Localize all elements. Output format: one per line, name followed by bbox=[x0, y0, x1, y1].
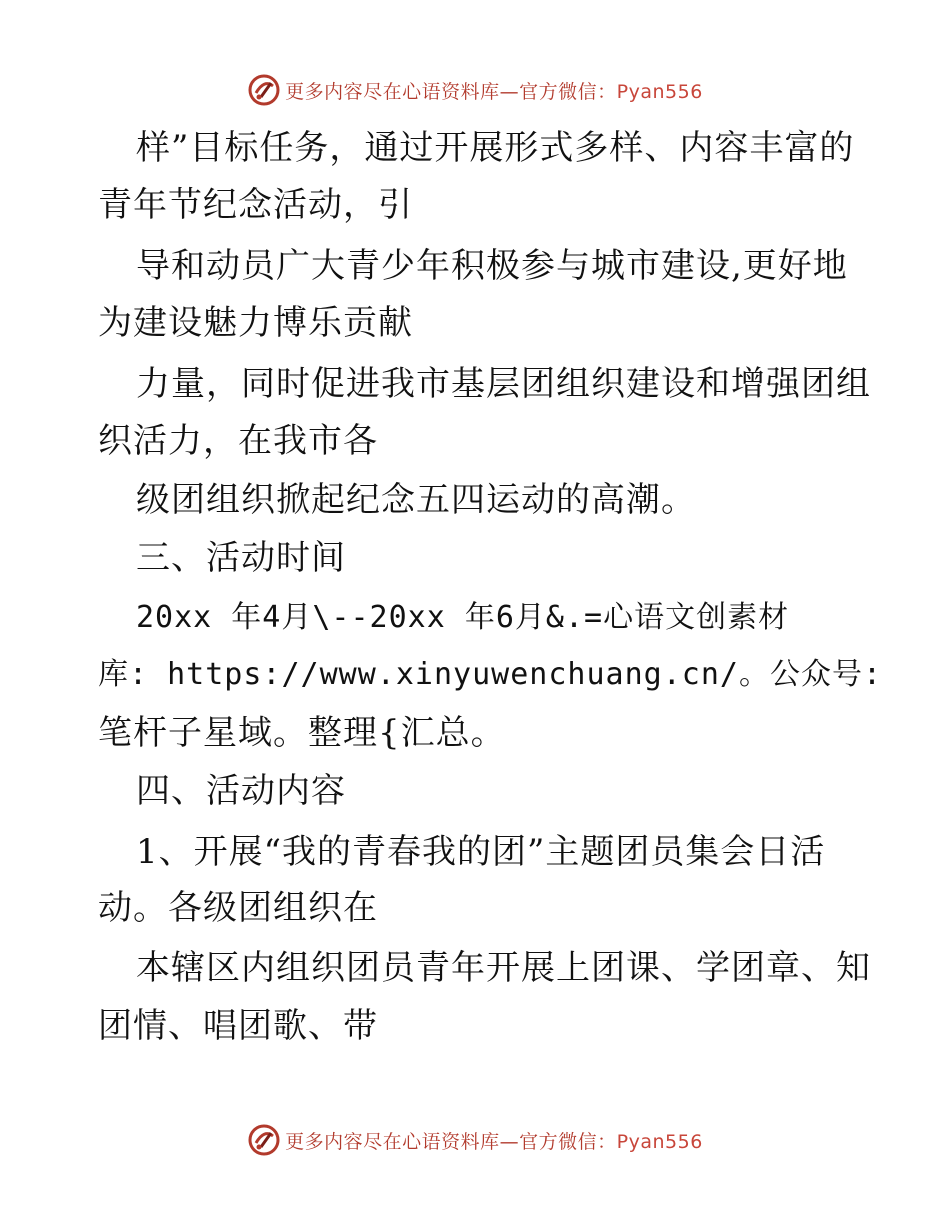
logo-icon bbox=[247, 1123, 281, 1157]
text-line: 笔杆子星域。整理{汇总。 bbox=[98, 713, 506, 753]
footer-wechat-id: Pyan556 bbox=[616, 1130, 703, 1153]
section-heading: 四、活动内容 bbox=[136, 771, 346, 811]
text-line: 20xx 年4月\--20xx 年6月&.=心语文创素材 bbox=[136, 600, 790, 635]
text-line: 级团组织掀起纪念五四运动的高潮。 bbox=[136, 480, 696, 520]
footer-label: 更多内容尽在心语资料库—官方微信： bbox=[285, 1130, 617, 1153]
text-line: 样”目标任务，通过开展形式多样、内容丰富的 bbox=[136, 128, 855, 168]
footer-banner bbox=[0, 1120, 950, 1160]
text-line: 团情、唱团歌、带 bbox=[98, 1006, 378, 1046]
header-text bbox=[285, 77, 703, 104]
header-wechat-id: Pyan556 bbox=[616, 80, 703, 103]
header-label: 更多内容尽在心语资料库—官方微信： bbox=[285, 80, 617, 103]
text-line: 织活力，在我市各 bbox=[98, 421, 378, 461]
header-banner bbox=[0, 70, 950, 110]
section-heading: 三、活动时间 bbox=[136, 538, 346, 578]
text-line: 1、开展“我的青春我的团”主题团员集会日活 bbox=[136, 832, 826, 872]
text-line: 青年节纪念活动，引 bbox=[98, 185, 413, 225]
text-line: 导和动员广大青少年积极参与城市建设,更好地 bbox=[136, 246, 848, 286]
text-line: 动。各级团组织在 bbox=[98, 888, 378, 928]
logo-icon bbox=[247, 73, 281, 107]
text-line: 为建设魅力博乐贡献 bbox=[98, 303, 413, 343]
footer-text bbox=[285, 1127, 703, 1154]
text-line: 力量，同时促进我市基层团组织建设和增强团组 bbox=[136, 364, 871, 404]
text-line: 本辖区内组织团员青年开展上团课、学团章、知 bbox=[136, 948, 871, 988]
text-line: 库: https://www.xinyuwenchuang.cn/。公众号: bbox=[98, 657, 883, 692]
